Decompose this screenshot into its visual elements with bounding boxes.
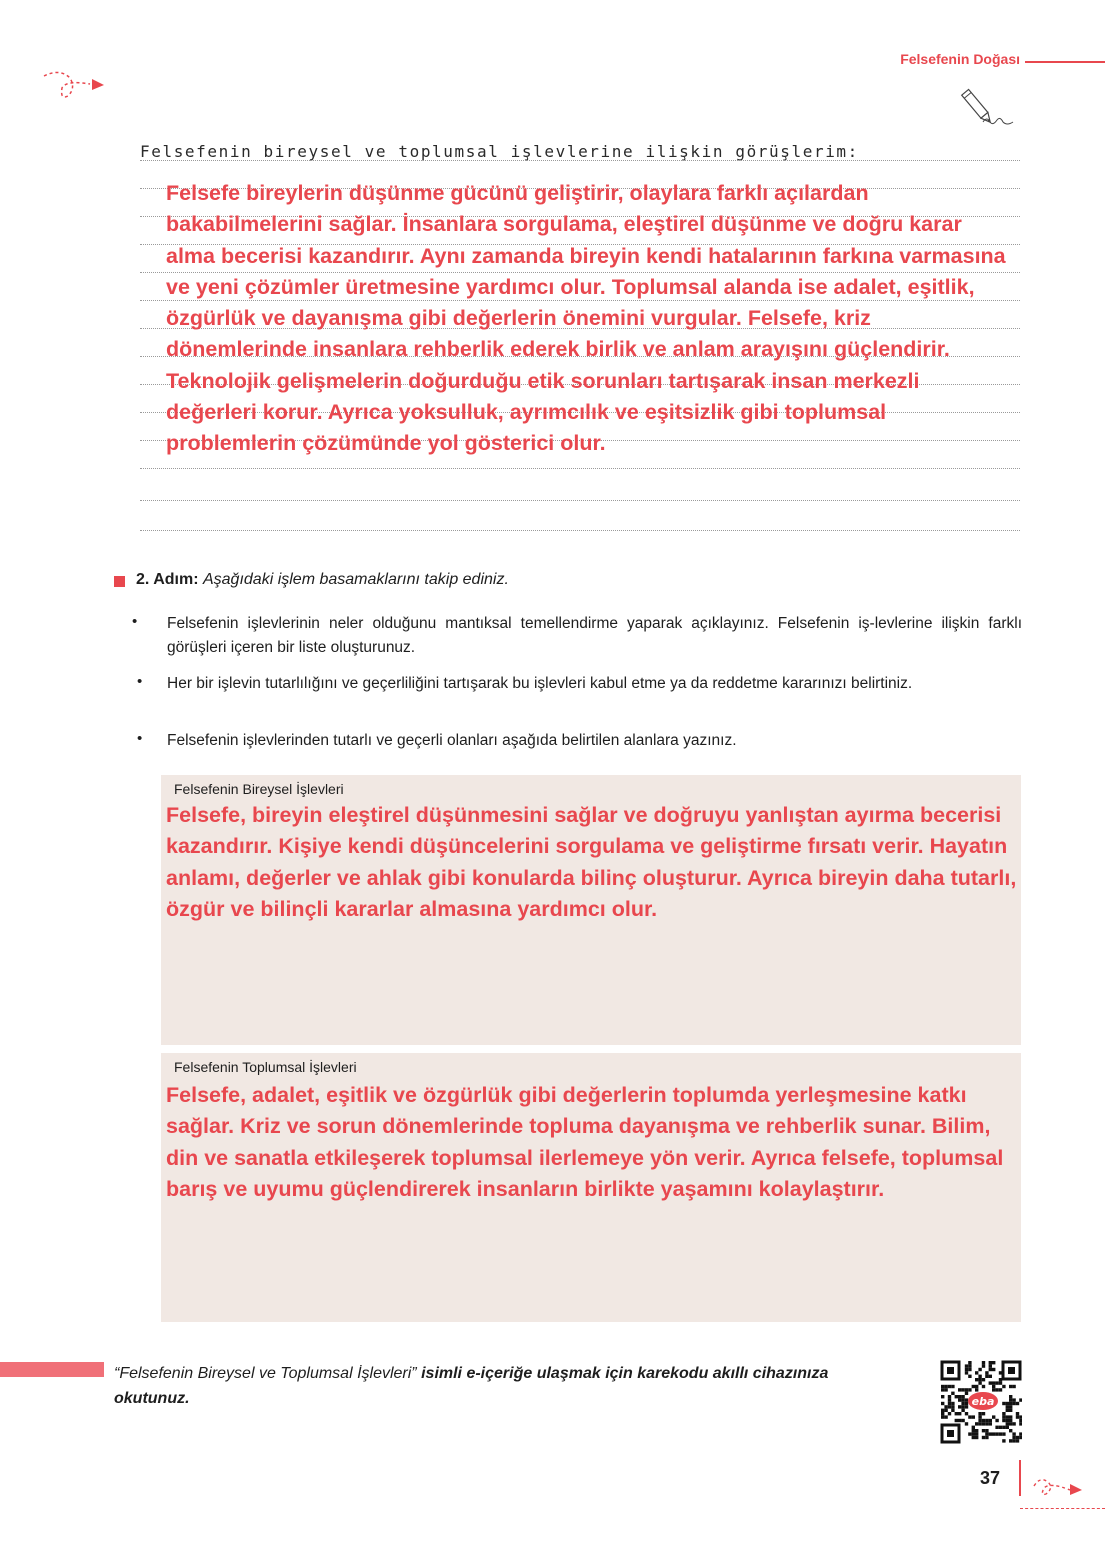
qr-module: [1019, 1422, 1022, 1425]
bullet-item: Felsefenin işlevlerinin neler olduğunu mantıksal temellendirme yaparak açıklayınız. Felsefenin iş-levlerine ilişkin farklı görüşleri içeren bir liste oluşturunuz.: [167, 615, 1022, 656]
qr-module: [972, 1426, 975, 1429]
qr-module: [978, 1381, 981, 1384]
qr-module: [975, 1422, 978, 1425]
qr-module: [985, 1375, 988, 1378]
qr-module: [999, 1432, 1002, 1435]
qr-module: [958, 1419, 961, 1422]
qr-module: [1019, 1436, 1022, 1439]
qr-module: [948, 1405, 951, 1408]
qr-module: [965, 1405, 968, 1408]
qr-module: [995, 1381, 998, 1384]
qr-module: [1006, 1422, 1009, 1425]
qr-module: [1009, 1422, 1012, 1425]
bullet-marker: •: [137, 730, 143, 747]
qr-module: [948, 1402, 951, 1405]
qr-module: [951, 1402, 954, 1405]
qr-module: [1006, 1419, 1009, 1422]
qr-module: [982, 1378, 985, 1381]
qr-module: [975, 1436, 978, 1439]
qr-module: [999, 1388, 1002, 1391]
qr-module: [951, 1409, 954, 1412]
qr-module: [958, 1395, 961, 1398]
qr-module: [1009, 1402, 1012, 1405]
qr-module: [968, 1432, 971, 1435]
qr-module: [975, 1388, 978, 1391]
qr-module: [965, 1422, 968, 1425]
qr-module: [985, 1371, 988, 1374]
qr-module: [1002, 1415, 1005, 1418]
qr-module: [961, 1419, 964, 1422]
qr-module: [989, 1432, 992, 1435]
qr-module: [982, 1436, 985, 1439]
qr-module: [941, 1385, 944, 1388]
qr-module: [958, 1405, 961, 1408]
qr-module: [975, 1429, 978, 1432]
qr-module: [961, 1388, 964, 1391]
e-content-title: “Felsefenin Bireysel ve Toplumsal İşlevleri”: [114, 1365, 417, 1382]
qr-module: [992, 1415, 995, 1418]
writing-line: [140, 530, 1020, 531]
qr-module: [1002, 1419, 1005, 1422]
bullet-item: Felsefenin işlevlerinden tutarlı ve geçerli olanları aşağıda belirtilen alanlara yazınız.: [167, 732, 737, 749]
qr-module: [968, 1415, 971, 1418]
social-functions-title: Felsefenin Toplumsal İşlevleri: [174, 1059, 357, 1075]
qr-module: [978, 1375, 981, 1378]
qr-module: [965, 1371, 968, 1374]
dashed-arrow-icon: [1030, 1470, 1090, 1504]
qr-module: [1012, 1422, 1015, 1425]
qr-module: [975, 1432, 978, 1435]
qr-module: [978, 1422, 981, 1425]
writing-line: [140, 468, 1020, 469]
qr-instruction: isimli e-içeriğe ulaşmak için karekodu akıllı cihazınıza okutunuz.: [114, 1365, 829, 1407]
qr-module: [965, 1388, 968, 1391]
qr-module: [982, 1412, 985, 1415]
qr-module: [985, 1419, 988, 1422]
writing-line: [140, 160, 1020, 161]
qr-module: [989, 1419, 992, 1422]
qr-module: [941, 1409, 944, 1412]
qr-module: [978, 1415, 981, 1418]
qr-module: [961, 1405, 964, 1408]
qr-module: [941, 1395, 944, 1398]
qr-module: [972, 1415, 975, 1418]
qr-module: [1006, 1426, 1009, 1429]
corner-dashed-line: [1020, 1508, 1105, 1509]
qr-module: [982, 1419, 985, 1422]
qr-module: [999, 1381, 1002, 1384]
qr-module: [968, 1375, 971, 1378]
qr-module: [958, 1412, 961, 1415]
qr-module: [992, 1432, 995, 1435]
qr-module: [1016, 1412, 1019, 1415]
page-number: 37: [980, 1468, 1001, 1488]
qr-module: [985, 1422, 988, 1425]
qr-module: [1019, 1419, 1022, 1422]
qr-module: [1006, 1415, 1009, 1418]
qr-module: [1012, 1398, 1015, 1401]
qr-module: [985, 1432, 988, 1435]
qr-module: [1002, 1402, 1005, 1405]
qr-module: [1019, 1432, 1022, 1435]
qr-module: [941, 1415, 944, 1418]
qr-module: [968, 1388, 971, 1391]
qr-module: [972, 1429, 975, 1432]
qr-module: [1016, 1402, 1019, 1405]
qr-module: [989, 1364, 992, 1367]
qr-module: [985, 1429, 988, 1432]
qr-module: [948, 1398, 951, 1401]
qr-module: [955, 1395, 958, 1398]
individual-functions-answer: Felsefe, bireyin eleştirel düşünmesini sağlar ve doğruyu yanlıştan ayırma becerisi kazandırır. Kişiye kendi düşüncelerini sorgulama ve geliştirme fırsatı verir. Hayatın anlamı, değerler ve ahlak gibi konularda bilinç oluşturur. Ayrıca bireyin daha tutarlı, özgür ve bilinçli kararlar almasına yardımcı olur.: [166, 803, 1017, 921]
qr-module: [944, 1415, 947, 1418]
qr-module: [961, 1402, 964, 1405]
step-marker: [114, 576, 125, 587]
qr-module: [1019, 1398, 1022, 1401]
qr-module: [1009, 1419, 1012, 1422]
qr-module: [1009, 1415, 1012, 1418]
footer-accent-bar: [0, 1362, 104, 1377]
bullet-marker: •: [137, 673, 143, 690]
chapter-title: Felsefenin Doğası: [900, 51, 1020, 67]
qr-module: [951, 1385, 954, 1388]
qr-module: [992, 1388, 995, 1391]
qr-module: [941, 1412, 944, 1415]
qr-module: [948, 1412, 951, 1415]
qr-module: [1006, 1402, 1009, 1405]
qr-code-icon[interactable]: [940, 1360, 1022, 1444]
qr-module: [968, 1364, 971, 1367]
qr-module: [965, 1364, 968, 1367]
qr-module: [1009, 1429, 1012, 1432]
qr-module: [941, 1402, 944, 1405]
qr-module: [989, 1361, 992, 1364]
qr-module: [1019, 1415, 1022, 1418]
qr-module: [1016, 1439, 1019, 1442]
qr-module: [995, 1432, 998, 1435]
qr-module: [1002, 1426, 1005, 1429]
qr-module: [965, 1412, 968, 1415]
qr-module: [951, 1405, 954, 1408]
qr-module: [978, 1412, 981, 1415]
qr-module: [1016, 1436, 1019, 1439]
qr-module: [968, 1361, 971, 1364]
qr-module: [968, 1368, 971, 1371]
qr-module: [965, 1392, 968, 1395]
chapter-title-rule: [1025, 61, 1105, 63]
qr-module: [955, 1419, 958, 1422]
qr-module: [955, 1412, 958, 1415]
qr-module: [944, 1405, 947, 1408]
qr-module: [982, 1385, 985, 1388]
dashed-arrow-icon: [40, 66, 110, 106]
qr-module: [995, 1388, 998, 1391]
qr-module: [941, 1388, 944, 1391]
qr-logo: eba: [971, 1395, 995, 1408]
qr-module: [961, 1395, 964, 1398]
qr-module: [1009, 1439, 1012, 1442]
step-heading: [136, 571, 509, 589]
qr-module: [1002, 1385, 1005, 1388]
qr-module: [992, 1368, 995, 1371]
writing-line: [140, 500, 1020, 501]
qr-module: [948, 1395, 951, 1398]
qr-module: [1002, 1439, 1005, 1442]
qr-module: [972, 1432, 975, 1435]
qr-module: [1016, 1415, 1019, 1418]
qr-module: [951, 1392, 954, 1395]
qr-module: [992, 1381, 995, 1384]
qr-module: [975, 1371, 978, 1374]
qr-module: [989, 1381, 992, 1384]
qr-module: [1009, 1385, 1012, 1388]
qr-module: [985, 1436, 988, 1439]
qr-module: [978, 1419, 981, 1422]
qr-module: [989, 1368, 992, 1371]
step-instruction: Aşağıdaki işlem basamaklarını takip ediniz.: [202, 571, 509, 588]
qr-module: [1012, 1432, 1015, 1435]
qr-module: [1012, 1385, 1015, 1388]
qr-module: [992, 1385, 995, 1388]
qr-module: [948, 1385, 951, 1388]
qr-module: [972, 1436, 975, 1439]
qr-module: [989, 1375, 992, 1378]
qr-module: [972, 1385, 975, 1388]
qr-module: [999, 1426, 1002, 1429]
qr-module: [1006, 1405, 1009, 1408]
qr-module: [989, 1422, 992, 1425]
page-number-rule: [1019, 1460, 1021, 1496]
qr-module: [961, 1398, 964, 1401]
qr-module: [1009, 1409, 1012, 1412]
qr-module: [1009, 1405, 1012, 1408]
qr-module: [965, 1402, 968, 1405]
qr-module: [1002, 1432, 1005, 1435]
footer-text: [114, 1361, 874, 1411]
bullet-marker: •: [132, 613, 138, 630]
qr-module: [982, 1422, 985, 1425]
individual-functions-title: Felsefenin Bireysel İşlevleri: [174, 781, 344, 797]
qr-module: [995, 1419, 998, 1422]
qr-module: [961, 1409, 964, 1412]
qr-module: [982, 1361, 985, 1364]
qr-module: [1012, 1439, 1015, 1442]
qr-module: [978, 1368, 981, 1371]
opinion-answer: Felsefe bireylerin düşünme gücünü geliştirir, olaylara farklı açılardan bakabilmelerini sağlar. İnsanlara sorgulama, eleştirel düşünme ve doğru karar alma becerisi kazandırır. Aynı zamanda bireyin kendi hatalarının farkına varmasına ve yeni çözümler üretmesine yardımcı olur. Toplumsal alanda ise adalet, eşitlik, özgürlük ve dayanışma gibi değerlerin önemini vurgular. Felsefe, kriz dönemlerinde insanlara rehberlik ederek birlik ve anlam arayışını güçlendirir. Teknolojik gelişmelerin doğurduğu etik sorunları tartışarak insan merkezli değerleri korur. Ayrıca yoksulluk, ayrımcılık ve eşitsizlik gibi toplumsal problemlerin çözümünde yol gösterici olur.: [166, 181, 1006, 456]
qr-module: [975, 1378, 978, 1381]
qr-module: [982, 1364, 985, 1367]
qr-module: [978, 1378, 981, 1381]
qr-module: [975, 1385, 978, 1388]
step-label: 2. Adım:: [136, 571, 199, 588]
qr-module: [958, 1398, 961, 1401]
qr-module: [995, 1426, 998, 1429]
qr-module: [1012, 1402, 1015, 1405]
qr-module: [992, 1361, 995, 1364]
qr-module: [1006, 1409, 1009, 1412]
qr-module: [944, 1385, 947, 1388]
bullet-item: Her bir işlevin tutarlılığını ve geçerliliğini tartışarak bu işlevleri kabul etme ya da reddetme kararınızı belirtiniz.: [167, 675, 913, 692]
qr-module: [965, 1398, 968, 1401]
qr-module: [958, 1388, 961, 1391]
opinion-prompt: Felsefenin bireysel ve toplumsal işlevlerine ilişkin görüşlerim:: [140, 142, 859, 161]
qr-module: [1002, 1412, 1005, 1415]
pencil-icon: [955, 82, 1025, 132]
qr-module: [965, 1368, 968, 1371]
qr-module: [982, 1429, 985, 1432]
qr-module: [1009, 1395, 1012, 1398]
qr-module: [944, 1409, 947, 1412]
qr-module: [1009, 1398, 1012, 1401]
qr-module: [944, 1388, 947, 1391]
qr-module: [1012, 1436, 1015, 1439]
social-functions-answer: Felsefe, adalet, eşitlik ve özgürlük gibi değerlerin toplumda yerleşmesine katkı sağlar. Kriz ve sorun dönemlerinde topluma dayanışma ve rehberlik sunar. Bilim, din ve sanatla etkileşerek toplumsal ilerlemeye yön verir. Ayrıca felsefe, toplumsal barış ve uyumu güçlendirerek insanların birlikte yaşamını kolaylaştırır.: [166, 1083, 1004, 1201]
